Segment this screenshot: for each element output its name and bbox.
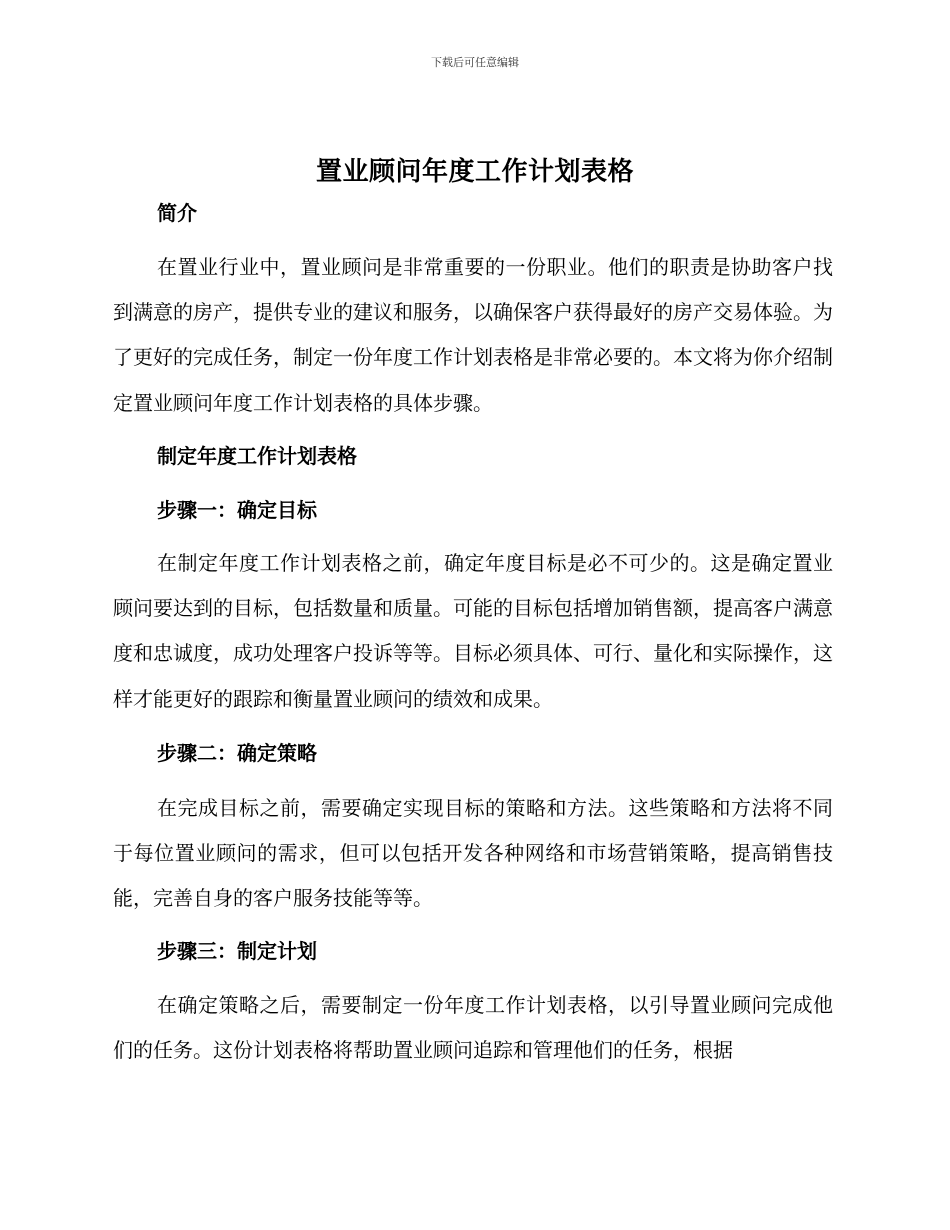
section-heading-intro: 简介 — [157, 201, 197, 225]
section-heading-step2: 步骤二：确定策略 — [157, 741, 317, 765]
paragraph-step2: 在完成目标之前，需要确定实现目标的策略和方法。这些策略和方法将不同于每位置业顾问的需求，但可以包括开发各种网络和市场营销策略，提高销售技能，完善自身的客户服务技能等等。 — [113, 796, 833, 911]
paragraph-step3: 在确定策略之后，需要制定一份年度工作计划表格，以引导置业顾问完成他们的任务。这份计划表格将帮助置业顾问追踪和管理他们的任务，根据 — [113, 993, 833, 1063]
section-heading-step3: 步骤三：制定计划 — [157, 939, 317, 963]
section-heading-plan: 制定年度工作计划表格 — [157, 444, 357, 468]
document-title: 置业顾问年度工作计划表格 — [315, 157, 634, 187]
paragraph-intro: 在置业行业中，置业顾问是非常重要的一份职业。他们的职责是协助客户找到满意的房产，提供专业的建议和服务，以确保客户获得最好的房产交易体验。为了更好的完成任务，制定一份年度工作计划表格是非常必要的。本文将为你介绍制定置业顾问年度工作计划表格的具体步骤。 — [113, 255, 833, 415]
paragraph-step1: 在制定年度工作计划表格之前，确定年度目标是必不可少的。这是确定置业顾问要达到的目标，包括数量和质量。可能的目标包括增加销售额，提高客户满意度和忠诚度，成功处理客户投诉等等。目标必须具体、可行、量化和实际操作，这样才能更好的跟踪和衡量置业顾问的绩效和成果。 — [113, 551, 833, 711]
header-note: 下载后可任意编辑 — [431, 56, 519, 69]
section-heading-step1: 步骤一：确定目标 — [157, 498, 317, 522]
